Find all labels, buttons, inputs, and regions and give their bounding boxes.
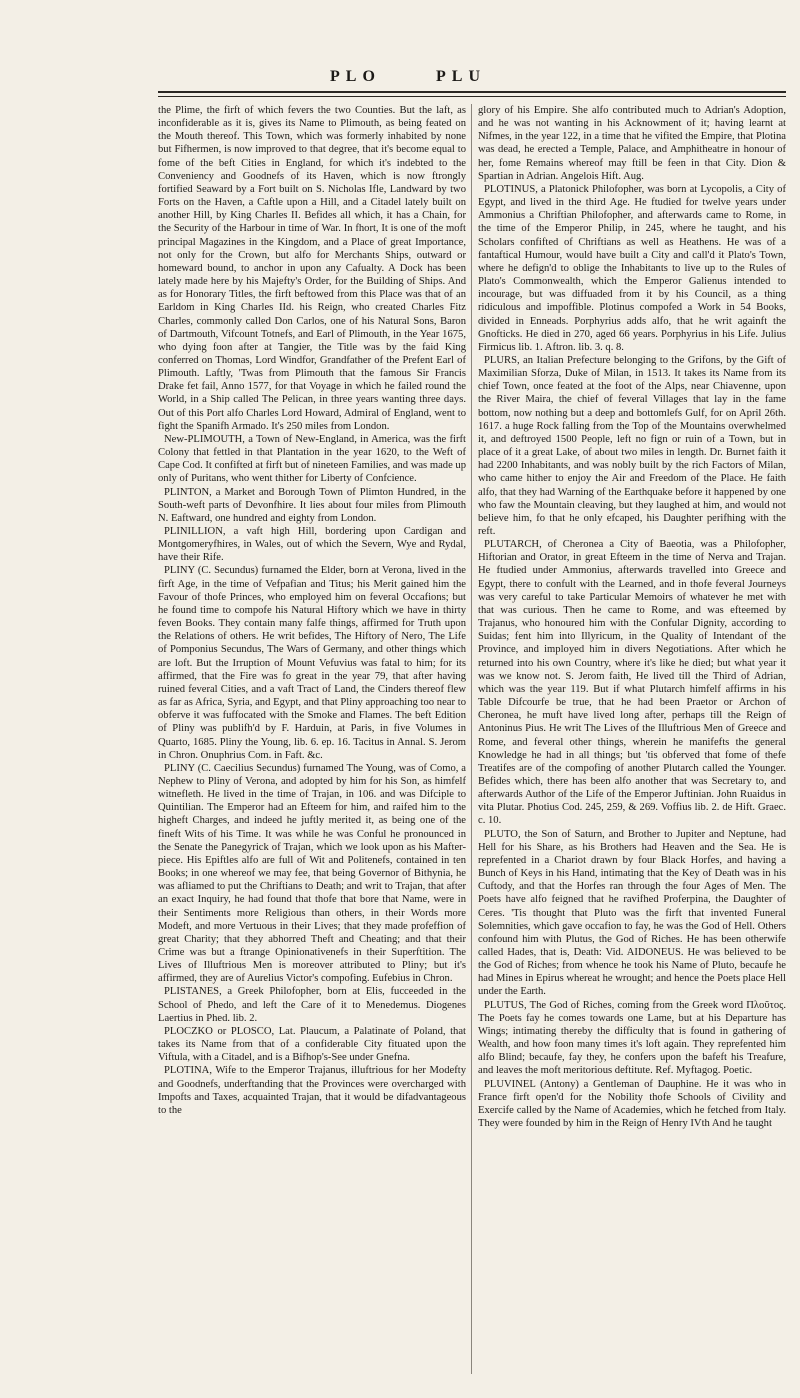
entry-paragraph: PLINY (C. Caecilius Secundus) furnamed The Young, was of Como, a Nephew to Pliny of Verona, and adopted by him for his Son, as himfelf witnefleth. He lived in the time of Trajan, in 106. and was Difciple to Quintilian. The Emperor had an Efteem for him, and raifed him to the higheft Charges, and indeed he juftly merited it, as being one of the fineft Wits of his Time. It was while he was Conful he pronounced in the Senate the Panegyrick of Trajan, which we look upon as his Mafter-piece. His Epiftles alfo are full of Wit and Politenefs, contained in ten Books; in one whereof we may fee, that being Governor of Bithynia, he was afliamed to put the Chriftians to Death; and writ to Trajan, that after an exact Inquiry, he had found that thofe that bore that Name, were in their Sentiments more Religious than others, in their Words more Modeft, and more Vertuous in their Lives; that they made profeffion of great Charity; that they abhorred Theft and Cheating; and that their Crime was but a ftrange Opinionativenefs in their Superftition. The Lives of Illuftrious Men is moreover attributed to Pliny; but it's affirmed, they are of Aurelius Victor's compofing. Eufebius in Chron. [158, 762, 466, 985]
entry-paragraph: PLOTINUS, a Platonick Philofopher, was born at Lycopolis, a City of Egypt, and lived in the third Age. He ftudied for twelve years under Ammonius a Chriftian Philofopher, and afterwards came to Rome, in the time of the Emperor Philip, in 245, where he taught, and his Scholars confifted of Chriftians as well as Heathens. He was of a fantaftical Humour, would have built a City and call'd it Plato's Town, where he defign'd to oblige the Inhabitants to live up to the Rules of Plato's Commonwealth, which the Emperor Galienus intended to incourage, but was diffuaded from it by his Council, as a thing ridiculous and impoffible. Plotinus compofed a Work in 54 Books, divided in Enneads. Porphyrius adds alfo, that he writ againft the Gnofticks. He died in 270, aged 66 years. Porphyrius in his Life. Julius Firmicus lib. 1. Aftron. lib. 3. q. 8. [478, 183, 786, 353]
entry-paragraph: PLUTO, the Son of Saturn, and Brother to Jupiter and Neptune, had Hell for his Share, as his Brothers had Heaven and the Sea. He is reprefented in a Chariot drawn by four Black Horfes, and having a Bunch of Keys in his Hand, intimating that the Key of Death was in his Cuftody, and that the Horfes ran through the four Ages of Men. The Poets have alfo feigned that he ravifhed Proferpina, the Daughter of Ceres. 'Tis thought that Pluto was the firft that invented Funeral Solemnities, which gave occafion to fay, he was the God of Hell. Others confound him with Plutus, the God of Riches. He has been otherwife called Hades, that is, Death: Vid. AIDONEUS. He was believed to be the God of Riches; from whence he took his Name of Pluto, becaufe he had Mines in Epirus whereat he wrought; and hence the Poets place Hell under the Earth. [478, 828, 786, 998]
header-rule [158, 91, 786, 93]
running-head-right: PLU [436, 68, 486, 85]
page-header [0, 68, 800, 98]
left-column [158, 104, 466, 1384]
entry-paragraph: PLINTON, a Market and Borough Town of Plimton Hundred, in the South-weft parts of Devonfhire. It lies about four miles from Plimouth N. Eaftward, one hundred and eighty from London. [158, 486, 466, 524]
entry-paragraph: New-PLIMOUTH, a Town of New-England, in America, was the firft Colony that fettled in that Plantation in the year 1620, to the Weft of Cape Cod. It confifted at firft but of nineteen Families, and was made up only of Puritans, who went thither for Liberty of Confcience. [158, 433, 466, 485]
entry-paragraph: glory of his Empire. She alfo contributed much to Adrian's Adoption, and he was not wanting in his Acknowment of it; having learnt at Nifmes, in the year 122, in a time that he vifited the Empire, that Plotina was dead, he erected a Temple, Palace, and Amphitheatre in honour of her, fome Remains whereof may ftill be feen in that City. Dion & Spartian in Adrian. Angelois Hift. Aug. [478, 105, 786, 182]
entry-paragraph: the Plime, the firft of which fevers the two Counties. But the laft, as inconfiderable as it is, gives its Name to Plimouth, as being feated on the Mouth thereof. This Town, which was formerly inhabited by none but Fifhermen, is now improved to that degree, that it's become equal to fome of the beft Cities in England, for which it's indebted to the Conveniency and Goodnefs of its Haven, which is now ftrongly fortified Seaward by a Fort built on S. Nicholas Ifle, Landward by two Forts on the Haven, a Caftle upon a Hill, and a Citadel lately built on another Hill, by King Charles II. Befides all which, it has a Chain, for the Security of the Harbour in time of War. In fhort, It is one of the moft principal Magazines in the Kingdom, and a Place of great Importance, not only for the Crown, but alfo for Merchants Ships, outward or homeward bound, to anchor in upon any Cafualty. A Dock has been lately made here by his Majefty's Order, for the Building of Ships. And as for Honorary Titles, the firft beftowed from this Place was that of an Earldom in King Charles IId. his Reign, who created Charles Fitz Charles, commonly called Don Carlos, one of his Natural Sons, Baron of Dartmouth, Vifcount Totnefs, and Earl of Plimouth, in the Year 1675, who dying foon after at Tangier, the Title was by the faid King conferred on Thomas, Lord Windfor, Grandfather of the Prefent Earl of Plimouth. Laftly, 'Twas from Plimouth that the famous Sir Francis Drake fet fail, Anno 1577, for that Voyage in which he failed round the World, in a Ship called The Pelican, in three years wanting three days. Out of this Port alfo Charles Lord Howard, Admiral of England, went to fight the Spanifh Armado. It's 250 miles from London. [158, 105, 466, 432]
entry-paragraph: PLUTUS, The God of Riches, coming from the Greek word Πλοῦτος. The Poets fay he comes towards one Lame, but at his Departure has Wings; intimating thereby the difficulty that is found in gathering of Wealth, and how foon many times it's loft again. They reprefented him alfo Blind; becaufe, fay they, he confers upon the bafeft his Treafure, and leaves the moft meritorious deftitute. Ref. Myftagog. Poetic. [478, 999, 786, 1077]
entry-paragraph: PLURS, an Italian Prefecture belonging to the Grifons, by the Gift of Maximilian Sforza, Duke of Milan, in 1513. It takes its Name from its chief Town, once feated at the foot of the Alps, near Chiavenne, upon the River Maira, the chief of feveral Villages that lay in the fame bottom, now nothing but a deep and bottomlefs Gulf, for on April 26th. 1617. a huge Rock falling from the Top of the Mountains overwhelmed it, and deftroyed 1500 People, left no fign or ruin of a Town, but in place of it a great Lake, of about two miles in length. Dr. Burnet faith it had 2200 Inhabitants, and was nobly built by the rich Factors of Milan, who came hither to enjoy the Air and Freedom of the Place. He faith alfo, that they had Warning of the Earthquake before it happened by one who faw the Mountain cleaving, but they laughed at him, and would not believe him, fo that he only efcaped, his Daughter perifhing with the reft. [478, 354, 786, 537]
entry-paragraph: PLINY (C. Secundus) furnamed the Elder, born at Verona, lived in the firft Age, in the time of Vefpafian and Titus; his Merit gained him the Favour of thofe Princes, who employed him on feveral Occafions; but he found time to compofe his Natural Hiftory which we have in thirty feven Books. They contain many falfe things, affirmed for Truth upon the Relations of others. He writ befides, The Hiftory of Nero, The Life of Pomponius Secundus, The Wars of Germany, and other things which are loft. But the Irruption of Mount Vefuvius was fatal to him; for its affirmed, that the Fire was fo great in the year 79, that after having ruined feveral Cities, and a vaft Tract of Land, the Cinders thereof flew as far as Africa, Syria, and Egypt, and that Pliny approaching too near to obferve it was fuffocated with the Smoke and Flames. The beft Edition of Pliny was publifh'd by F. Harduin, at Paris, in five Volumes in Quarto, 1685. Pliny the Young, lib. 6. ep. 16. Tacitus in Annal. S. Jerom in Chron. Onuphrius Com. in Faft. &c. [158, 565, 466, 761]
right-column [478, 104, 786, 1384]
entry-paragraph: PLINILLION, a vaft high Hill, bordering upon Cardigan and Montgomeryfhires, in Wales, out of which the Severn, Wye and Rydal, have their Rife. [158, 526, 466, 564]
entry-paragraph: PLISTANES, a Greek Philofopher, born at Elis, fucceeded in the School of Phedo, and left the Care of it to Menedemus. Diogenes Laertius in Phed. lib. 2. [158, 986, 466, 1024]
running-head-left: PLO [330, 68, 381, 85]
entry-paragraph: PLOCZKO or PLOSCO, Lat. Plaucum, a Palatinate of Poland, that takes its Name from that of a confiderable City fituated upon the Viftula, with a Citadel, and is a Bifhop's-See under Gnefna. [158, 1025, 466, 1064]
header-rule-thin [158, 96, 786, 97]
entry-paragraph: PLUVINEL (Antony) a Gentleman of Dauphine. He it was who in France firft open'd for the Nobility thofe Schools of Civility and Exercife called by the Name of Academies, which he fetched from Italy. They were founded by him in the Reign of Henry IVth And he taught [478, 1078, 786, 1130]
entry-paragraph: PLUTARCH, of Cheronea a City of Baeotia, was a Philofopher, Hiftorian and Orator, in great Efteem in the time of Nerva and Trajan. He ftudied under Ammonius, afterwards travelled into Greece and Egypt, there to confult with the Learned, and in thofe feveral Journeys was very careful to take Particular Memoirs of whatever he met with that was curious. Then he came to Rome, and was efteemed by Trajanus, who honoured him with the Confular Dignity, according to Suidas; fent him into Illyricum, in the Quality of Intendant of the Province, and imployed him in divers Negotiations. After which he returned into his own Country, where it's like he died; but what year it was we know not. S. Jerom faith, He lived till the Third of Adrian, which was the year 119. But if what Plutarch himfelf affirms in his Table Difcourfe be true, that he had been Praetor or Archon of Cheronea, he muft have lived long after, perhaps till the Reign of Antoninus Pius. He writ The Lives of the Illuftrious Men of Greece and Rome, and feveral other things, wherein he manifefts the general Knowledge he had in all things; but 'tis obferved that fome of thefe Treatifes are of the compofing of another Plutarch called the Younger. Befides which, there has been alfo another that was Secretary to, and afterwards Author of the Life of the Emperor Juftinian. John Ruaidus in vita Plutar. Photius Cod. 245, 259, & 269. Voffius lib. 2. de Hift. Graec. c. 10. [478, 539, 786, 827]
column-divider [471, 104, 472, 1374]
entry-paragraph: PLOTINA, Wife to the Emperor Trajanus, illuftrious for her Modefty and Goodnefs, underftanding that the Provinces were overcharged with Impofts and Taxes, acquainted Trajan, that it would be difadvantageous to the [158, 1065, 466, 1116]
